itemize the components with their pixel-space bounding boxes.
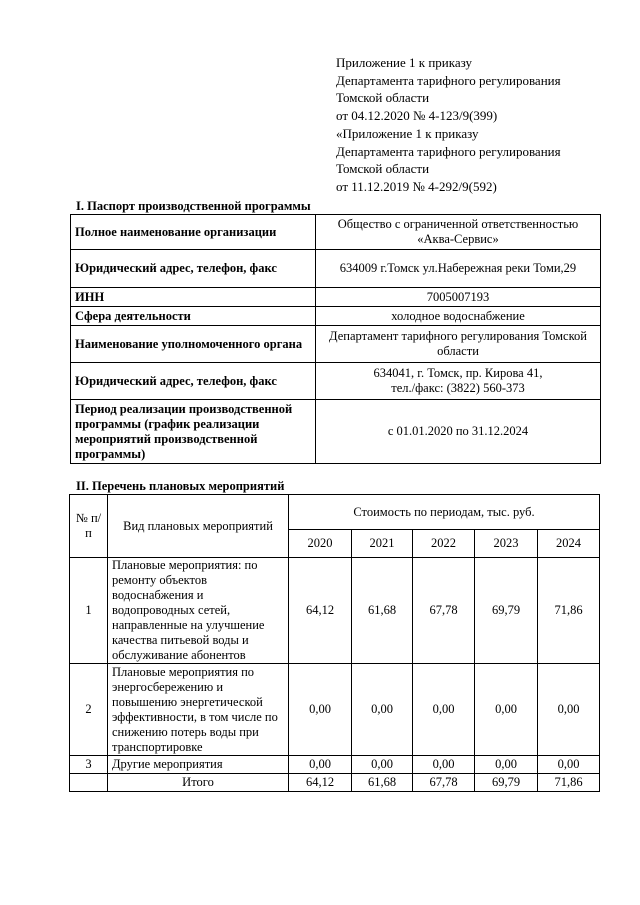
cost-cell: 0,00 bbox=[289, 664, 352, 756]
table-header-row bbox=[70, 495, 600, 530]
passport-value-line: тел./факс: (3822) 560-373 bbox=[391, 381, 525, 395]
table-row bbox=[70, 664, 600, 756]
table-row bbox=[70, 756, 600, 774]
column-header-cost: Стоимость по периодам, тыс. руб. bbox=[289, 495, 600, 530]
total-label: Итого bbox=[108, 774, 289, 792]
passport-label: Сфера деятельности bbox=[71, 307, 316, 326]
table-row bbox=[71, 326, 601, 363]
column-header-year: 2023 bbox=[475, 530, 538, 558]
total-cell: 61,68 bbox=[352, 774, 413, 792]
cost-cell: 64,12 bbox=[289, 558, 352, 664]
table-row bbox=[71, 307, 601, 326]
passport-value-line: 634041, г. Томск, пр. Кирова 41, bbox=[373, 366, 543, 380]
cost-cell: 69,79 bbox=[475, 558, 538, 664]
column-header-year: 2020 bbox=[289, 530, 352, 558]
row-number: 3 bbox=[70, 756, 108, 774]
cost-cell: 0,00 bbox=[352, 664, 413, 756]
header-line: Департамента тарифного регулирования bbox=[336, 72, 561, 88]
cost-cell: 71,86 bbox=[538, 558, 600, 664]
cost-cell: 0,00 bbox=[352, 756, 413, 774]
passport-label: Полное наименование организации bbox=[71, 215, 316, 250]
column-header-year: 2024 bbox=[538, 530, 600, 558]
column-header-activity: Вид плановых мероприятий bbox=[108, 495, 289, 558]
passport-value: Департамент тарифного регулирования Томской области bbox=[316, 326, 601, 363]
table-row bbox=[70, 558, 600, 664]
passport-value: с 01.01.2020 по 31.12.2024 bbox=[316, 400, 601, 464]
total-cell: 69,79 bbox=[475, 774, 538, 792]
activity-name: Плановые мероприятия: по ремонту объектов водоснабжения и водопроводных сетей, направленные на улучшение качества питьевой воды и обслуживание абонентов bbox=[108, 558, 289, 664]
passport-label: ИНН bbox=[71, 288, 316, 307]
header-line: от 11.12.2019 № 4-292/9(592) bbox=[336, 178, 497, 194]
header-line: Томской области bbox=[336, 161, 430, 177]
plan-table bbox=[69, 494, 600, 792]
header-line: Томской области bbox=[336, 90, 430, 106]
header-line: «Приложение 1 к приказу bbox=[336, 125, 479, 141]
passport-value: 634009 г.Томск ул.Набережная реки Томи,29 bbox=[316, 250, 601, 288]
header-line: от 04.12.2020 № 4-123/9(399) bbox=[336, 108, 498, 124]
table-row bbox=[71, 400, 601, 464]
table-row bbox=[71, 363, 601, 400]
passport-value: 7005007193 bbox=[316, 288, 601, 307]
row-number: 2 bbox=[70, 664, 108, 756]
passport-label: Юридический адрес, телефон, факс bbox=[71, 250, 316, 288]
total-cell: 64,12 bbox=[289, 774, 352, 792]
cost-cell: 0,00 bbox=[289, 756, 352, 774]
passport-table bbox=[70, 214, 601, 464]
row-number: 1 bbox=[70, 558, 108, 664]
passport-label: Юридический адрес, телефон, факс bbox=[71, 363, 316, 400]
cost-cell: 0,00 bbox=[538, 664, 600, 756]
plan-title: II. Перечень плановых мероприятий bbox=[76, 479, 285, 493]
total-cell: 67,78 bbox=[413, 774, 475, 792]
cost-cell: 0,00 bbox=[475, 756, 538, 774]
header-line: Департамента тарифного регулирования bbox=[336, 143, 561, 159]
header-line: Приложение 1 к приказу bbox=[336, 55, 473, 70]
passport-label: Наименование уполномоченного органа bbox=[71, 326, 316, 363]
cost-cell: 0,00 bbox=[538, 756, 600, 774]
column-header-year: 2022 bbox=[413, 530, 475, 558]
table-row bbox=[71, 288, 601, 307]
passport-value: Общество с ограниченной ответственностью «Аква-Сервис» bbox=[316, 215, 601, 250]
total-row bbox=[70, 774, 600, 792]
passport-value bbox=[316, 363, 601, 400]
activity-name: Другие мероприятия bbox=[108, 756, 289, 774]
table-row bbox=[71, 250, 601, 288]
passport-title: I. Паспорт производственной программы bbox=[76, 199, 311, 213]
cost-cell: 0,00 bbox=[475, 664, 538, 756]
cost-cell: 61,68 bbox=[352, 558, 413, 664]
column-header-number: № п/п bbox=[70, 495, 108, 558]
cost-cell: 0,00 bbox=[413, 664, 475, 756]
cost-cell: 0,00 bbox=[413, 756, 475, 774]
order-header bbox=[336, 54, 561, 196]
passport-value: холодное водоснабжение bbox=[316, 307, 601, 326]
table-row bbox=[71, 215, 601, 250]
activity-name: Плановые мероприятия по энергосбережению и повышению энергетической эффективности, в том числе по снижению потерь воды при транспортировке bbox=[108, 664, 289, 756]
column-header-year: 2021 bbox=[352, 530, 413, 558]
total-cell: 71,86 bbox=[538, 774, 600, 792]
total-number-cell bbox=[70, 774, 108, 792]
cost-cell: 67,78 bbox=[413, 558, 475, 664]
passport-label: Период реализации производственной программы (график реализации мероприятий производственной программы) bbox=[71, 400, 316, 464]
